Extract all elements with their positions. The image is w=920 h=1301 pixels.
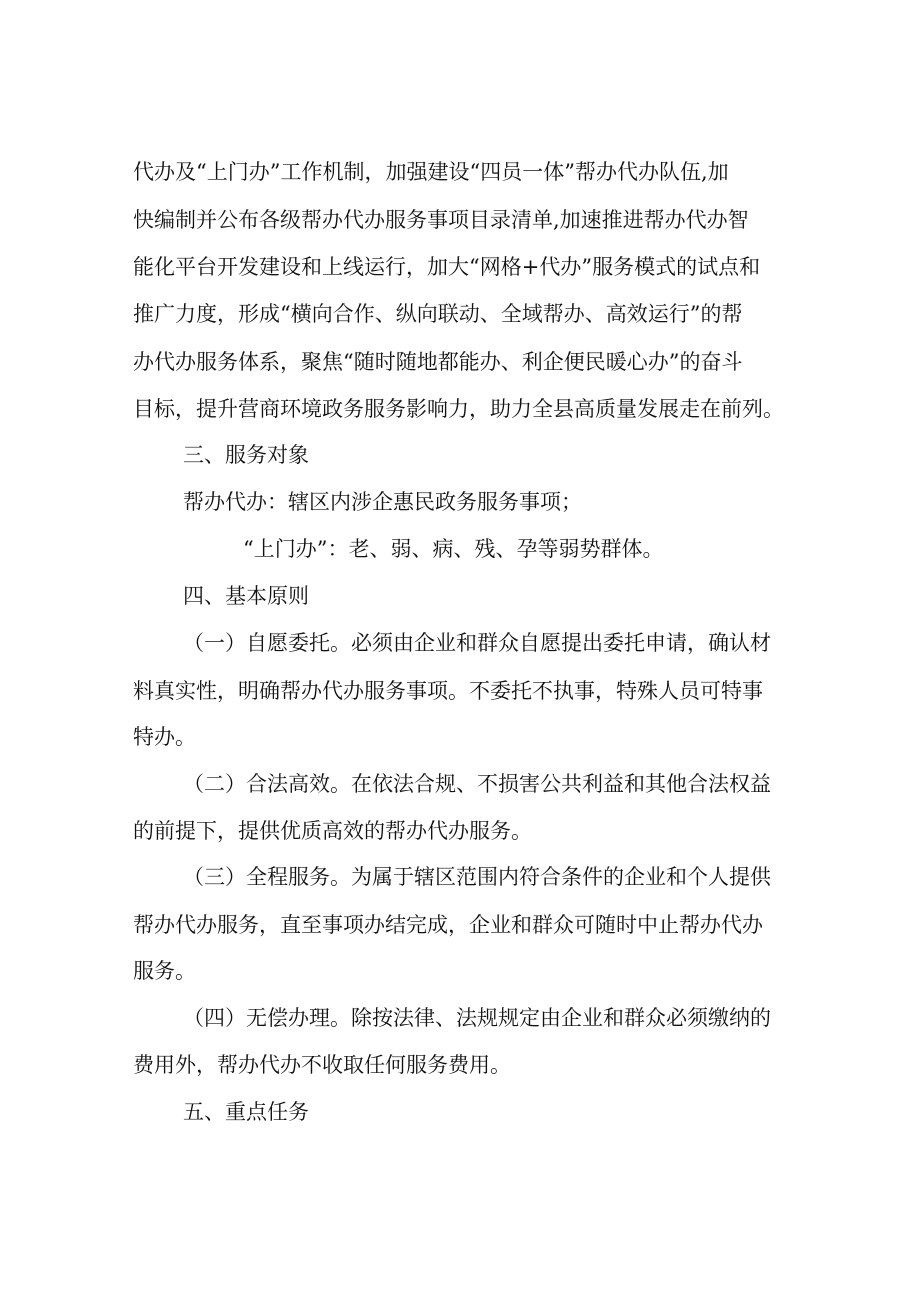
body-line: （四）无偿办理。除按法律、法规规定由企业和群众必须缴纳的 <box>183 1006 771 1030</box>
body-line: （二）合法高效。在依法合规、不损害公共利益和其他合法权益 <box>183 772 771 796</box>
body-line: 帮办代办：辖区内涉企惠民政务服务事项； <box>183 490 582 514</box>
section-heading: 四、基本原则 <box>183 584 309 608</box>
body-line: 特办。 <box>133 725 196 749</box>
body-line: 服务。 <box>133 959 196 983</box>
body-line: 的前提下，提供优质高效的帮办代办服务。 <box>133 819 532 843</box>
body-line: 帮办代办服务，直至事项办结完成，企业和群众可随时中止帮办代办 <box>133 913 763 937</box>
section-heading: 三、服务对象 <box>183 443 309 467</box>
body-line: 推广力度，形成“横向合作、纵向联动、全域帮办、高效运行”的帮 <box>133 302 743 326</box>
body-line: “上门办”：老、弱、病、残、孕等弱势群体。 <box>243 537 664 561</box>
body-line: 料真实性，明确帮办代办服务事项。不委托不执事，特殊人员可特事 <box>133 679 763 703</box>
body-line: 快编制并公布各级帮办代办服务事项目录清单,加速推进帮办代办智 <box>133 208 749 232</box>
body-line: （一）自愿委托。必须由企业和群众自愿提出委托申请，确认材 <box>183 631 771 655</box>
body-line: 办代办服务体系，聚焦“随时随地都能办、利企便民暖心办”的奋斗 <box>133 350 743 374</box>
body-line: 费用外，帮办代办不收取任何服务费用。 <box>133 1053 511 1077</box>
section-heading: 五、重点任务 <box>183 1100 309 1124</box>
body-line: 代办及“上门办”工作机制，加强建设“四员一体”帮办代办队伍,加 <box>133 160 729 184</box>
body-line: 能化平台开发建设和上线运行，加大“网格+代办”服务模式的试点和 <box>133 255 761 279</box>
body-line: （三）全程服务。为属于辖区范围内符合条件的企业和个人提供 <box>183 865 771 889</box>
body-line: 目标，提升营商环境政务服务影响力，助力全县高质量发展走在前列。 <box>133 397 784 421</box>
